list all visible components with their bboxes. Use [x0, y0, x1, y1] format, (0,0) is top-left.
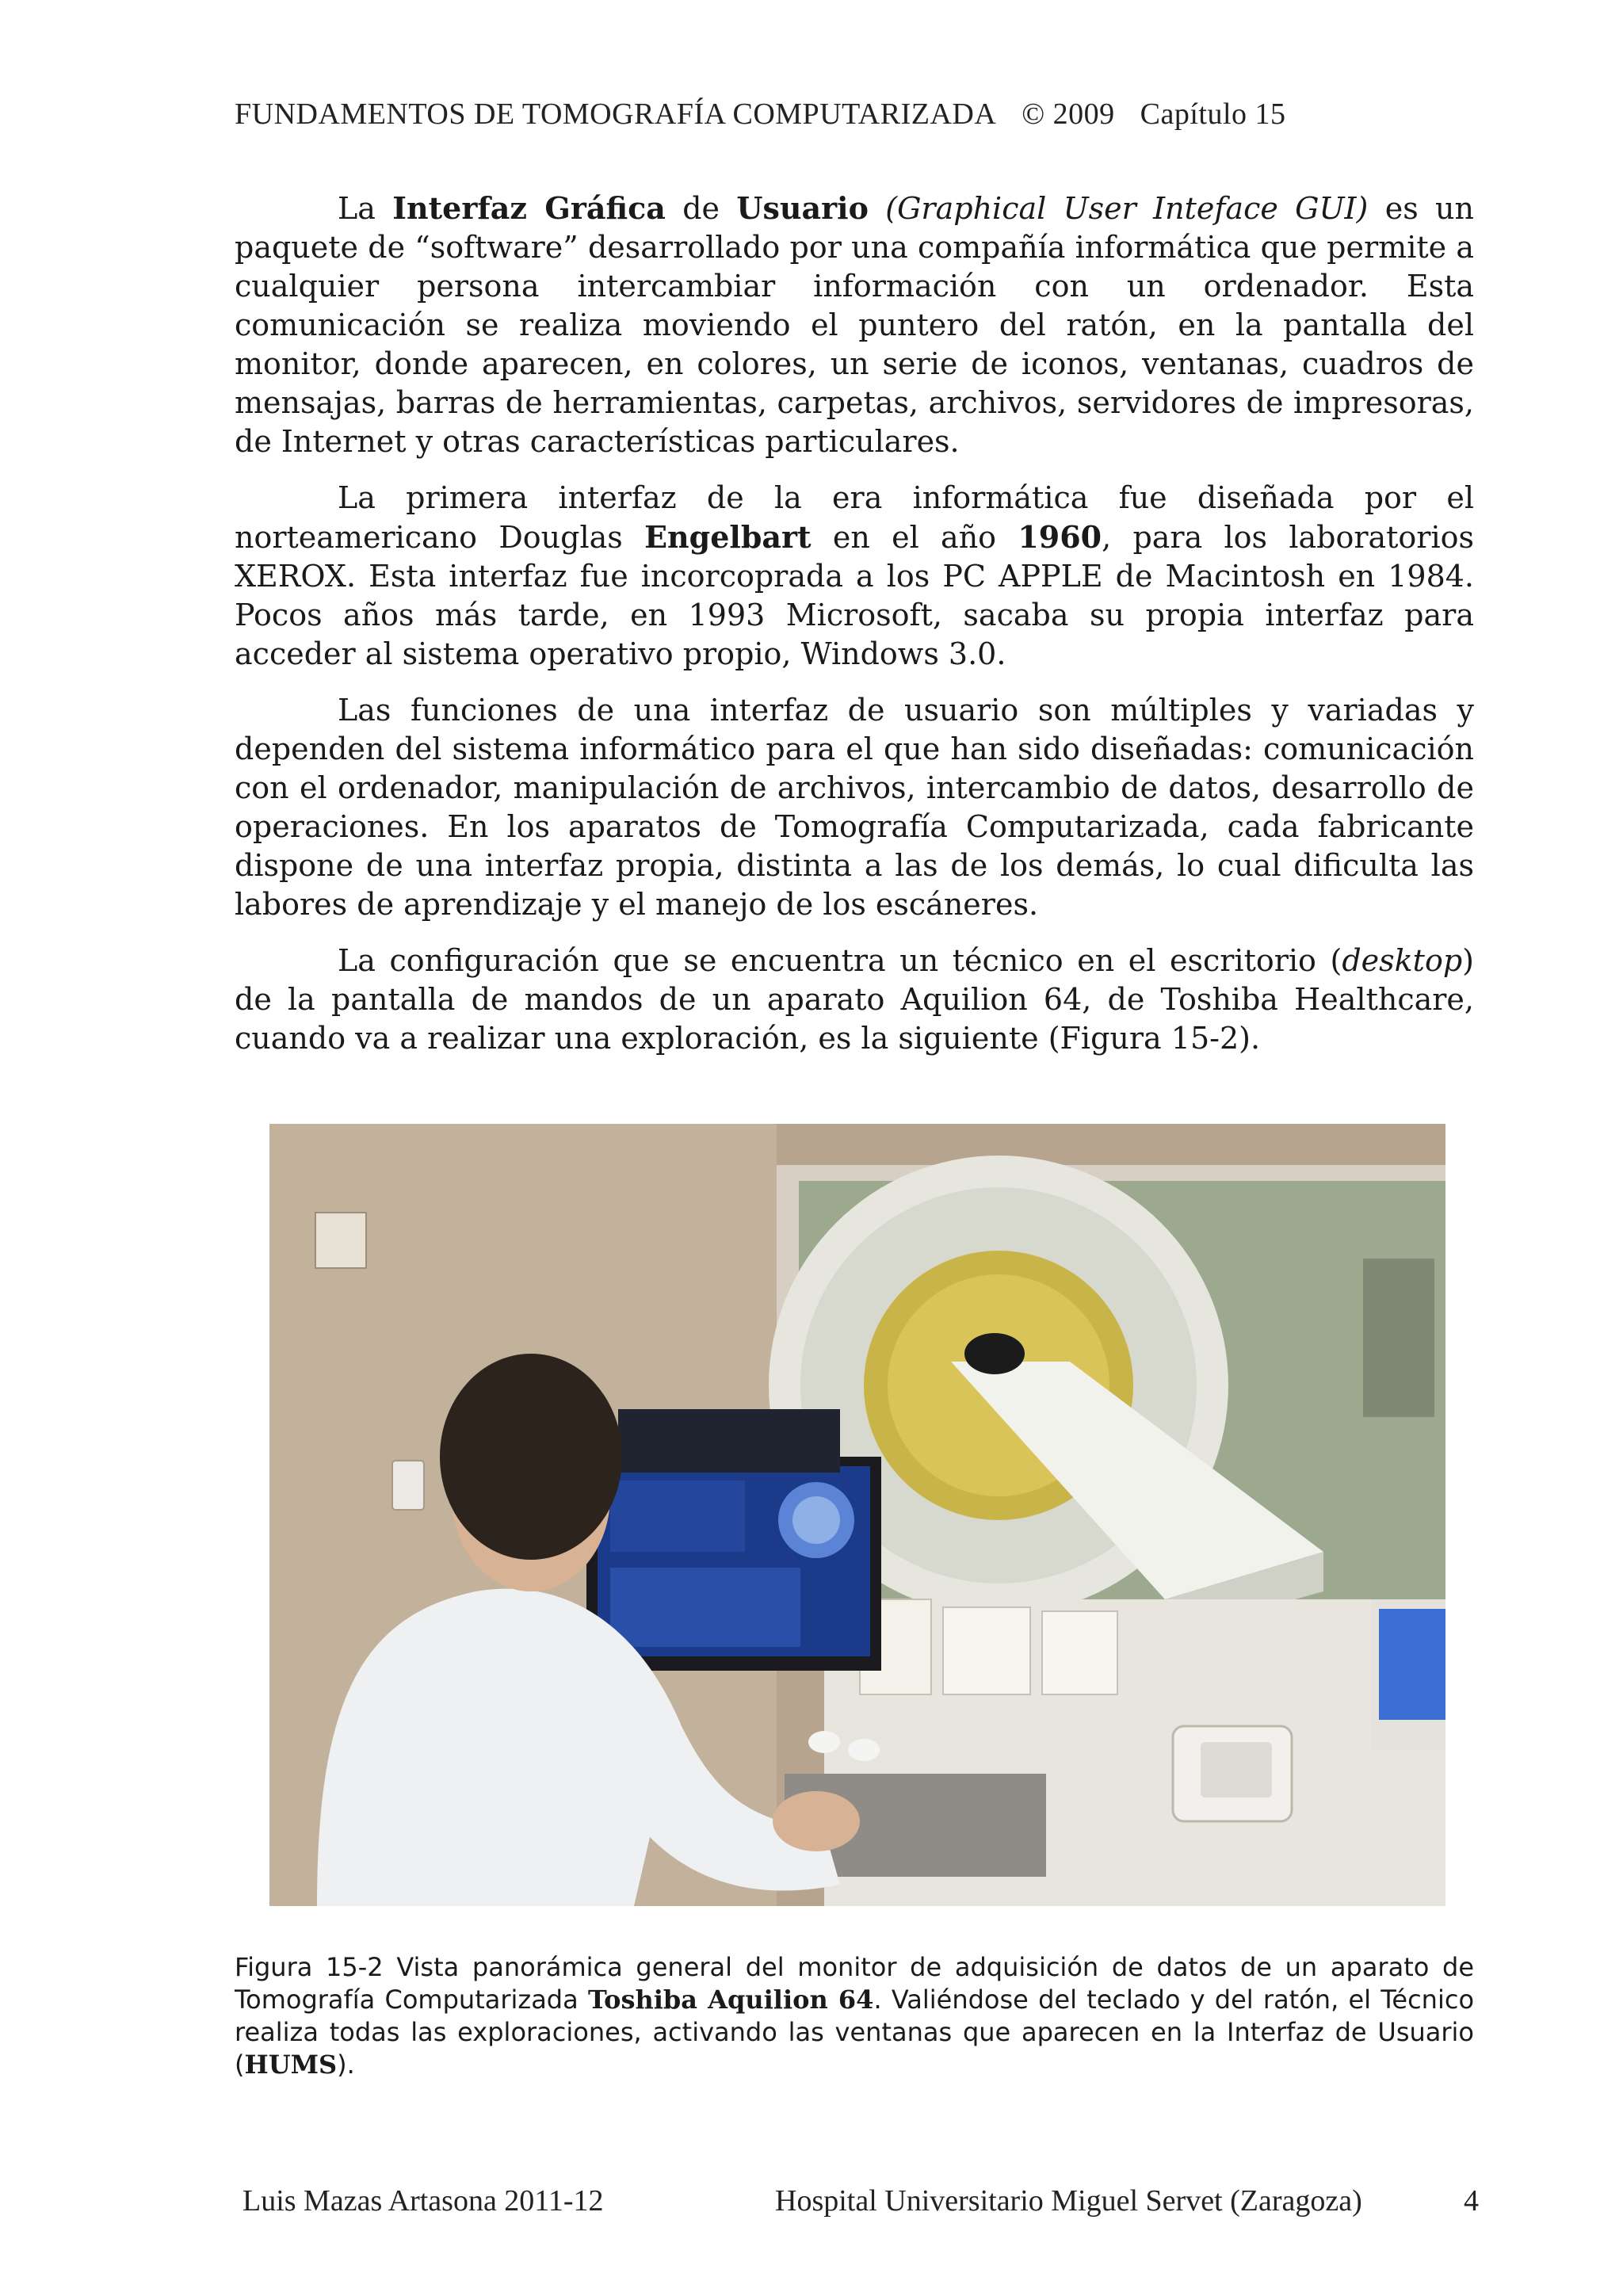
text-run: en el año: [811, 520, 1018, 555]
patient-head: [964, 1333, 1025, 1374]
footer-author: Luis Mazas Artasona 2011-12: [242, 2184, 604, 2218]
header-chapter: Capítulo 15: [1140, 97, 1286, 131]
text-run: Figura 15-2 Vista panorámica general del monitor de adquisición de datos de un aparato de Tomografía Computarizada: [235, 1952, 1474, 2015]
telephone-keypad: [1201, 1742, 1272, 1797]
text-run: [869, 191, 885, 226]
text-run: . Valiéndose del teclado y del ratón, el Técnico realiza todas las exploraciones, activando las ventanas que aparecen en la Interfaz de Usuario (: [235, 1985, 1475, 2080]
light-switch: [392, 1461, 424, 1510]
paper-note: [943, 1607, 1030, 1694]
paper-note: [1042, 1611, 1117, 1694]
text-run: La configuración que se encuentra un técnico en el escritorio (: [338, 943, 1342, 978]
paragraph-3: [235, 691, 1474, 924]
ct-control-room-photo: [269, 1124, 1445, 1906]
italic-term: desktop: [1342, 943, 1463, 978]
technician-hand: [773, 1791, 860, 1851]
bold-term: HUMS: [244, 2050, 338, 2080]
technician-head: [440, 1354, 622, 1560]
bold-term: 1960: [1018, 519, 1102, 555]
secondary-monitor: [618, 1409, 840, 1473]
figure-caption: [235, 1951, 1474, 2081]
control-button: [848, 1739, 880, 1761]
running-header: [235, 97, 1471, 132]
header-title: FUNDAMENTOS DE TOMOGRAFÍA COMPUTARIZADA: [235, 97, 997, 131]
monitor-panel: [610, 1480, 745, 1552]
paragraph-2: [235, 479, 1474, 674]
page-number: 4: [1464, 2184, 1479, 2218]
text-run: La: [338, 191, 393, 226]
text-run: ).: [337, 2050, 355, 2080]
italic-term: (Graphical User Inteface GUI): [885, 191, 1369, 226]
text-run: , para los laboratorios XEROX. Esta interfaz fue incorcoprada a los PC APPLE de Macintosh en 1984. Pocos años más tarde, en 1993 Microsoft, sacaba su propia interfaz para acceder al sistema operativo propio, Windows 3.0.: [235, 520, 1475, 671]
figure-photo: [269, 1124, 1445, 1906]
text-run: es un paquete de “software” desarrollado por una compañía informática que permite a cualquier persona intercambiar información con un ordenador. Esta comunicación se realiza moviendo el puntero del ratón, en la pantalla del monitor, donde aparecen, en colores, un serie de iconos, ventanas, cuadros de mensajas, barras de herramientas, carpetas, archivos, servidores de impresoras, de Internet y otras características particulares.: [235, 191, 1474, 459]
paragraph-1: [235, 189, 1474, 461]
paragraph-4: [235, 942, 1474, 1058]
control-button: [808, 1731, 840, 1753]
bold-term: Engelbart: [644, 519, 812, 555]
running-footer: [242, 2183, 1479, 2223]
body-text: [235, 189, 1474, 1075]
monitor-panel: [610, 1568, 800, 1647]
text-run: de: [665, 191, 737, 226]
room-background: [1363, 1259, 1434, 1417]
header-copyright: © 2009: [1022, 97, 1115, 131]
bold-term: Interfaz Gráfica: [392, 190, 666, 226]
text-run: ) de la pantalla de mandos de un aparato Aquilion 64, de Toshiba Healthcare, cuando va a realizar una exploración, es la siguiente (Figura 15-2).: [235, 943, 1474, 1056]
bold-term: Usuario: [736, 190, 869, 226]
text-run: Las funciones de una interfaz de usuario son múltiples y variadas y dependen del sistema informático para el que han sido diseñadas: comunicación con el ordenador, manipulación de archivos, intercambio de datos, desarrollo de operaciones. En los aparatos de Tomografía Computarizada, cada fabricante dispone de una interfaz propia, distinta a las de los demás, lo cual dificulta las labores de aprendizaje y el manejo de los escáneres.: [235, 693, 1474, 922]
bold-term: Toshiba Aquilion 64: [587, 1985, 874, 2015]
text-run: La primera interfaz de la era informática fue diseñada por el norteamericano Douglas: [235, 480, 1474, 555]
ct-scan-image-inner: [792, 1496, 840, 1544]
wall-note: [315, 1213, 366, 1268]
footer-hospital: Hospital Universitario Miguel Servet (Zaragoza): [775, 2184, 1362, 2218]
right-monitor-screen: [1379, 1609, 1445, 1720]
